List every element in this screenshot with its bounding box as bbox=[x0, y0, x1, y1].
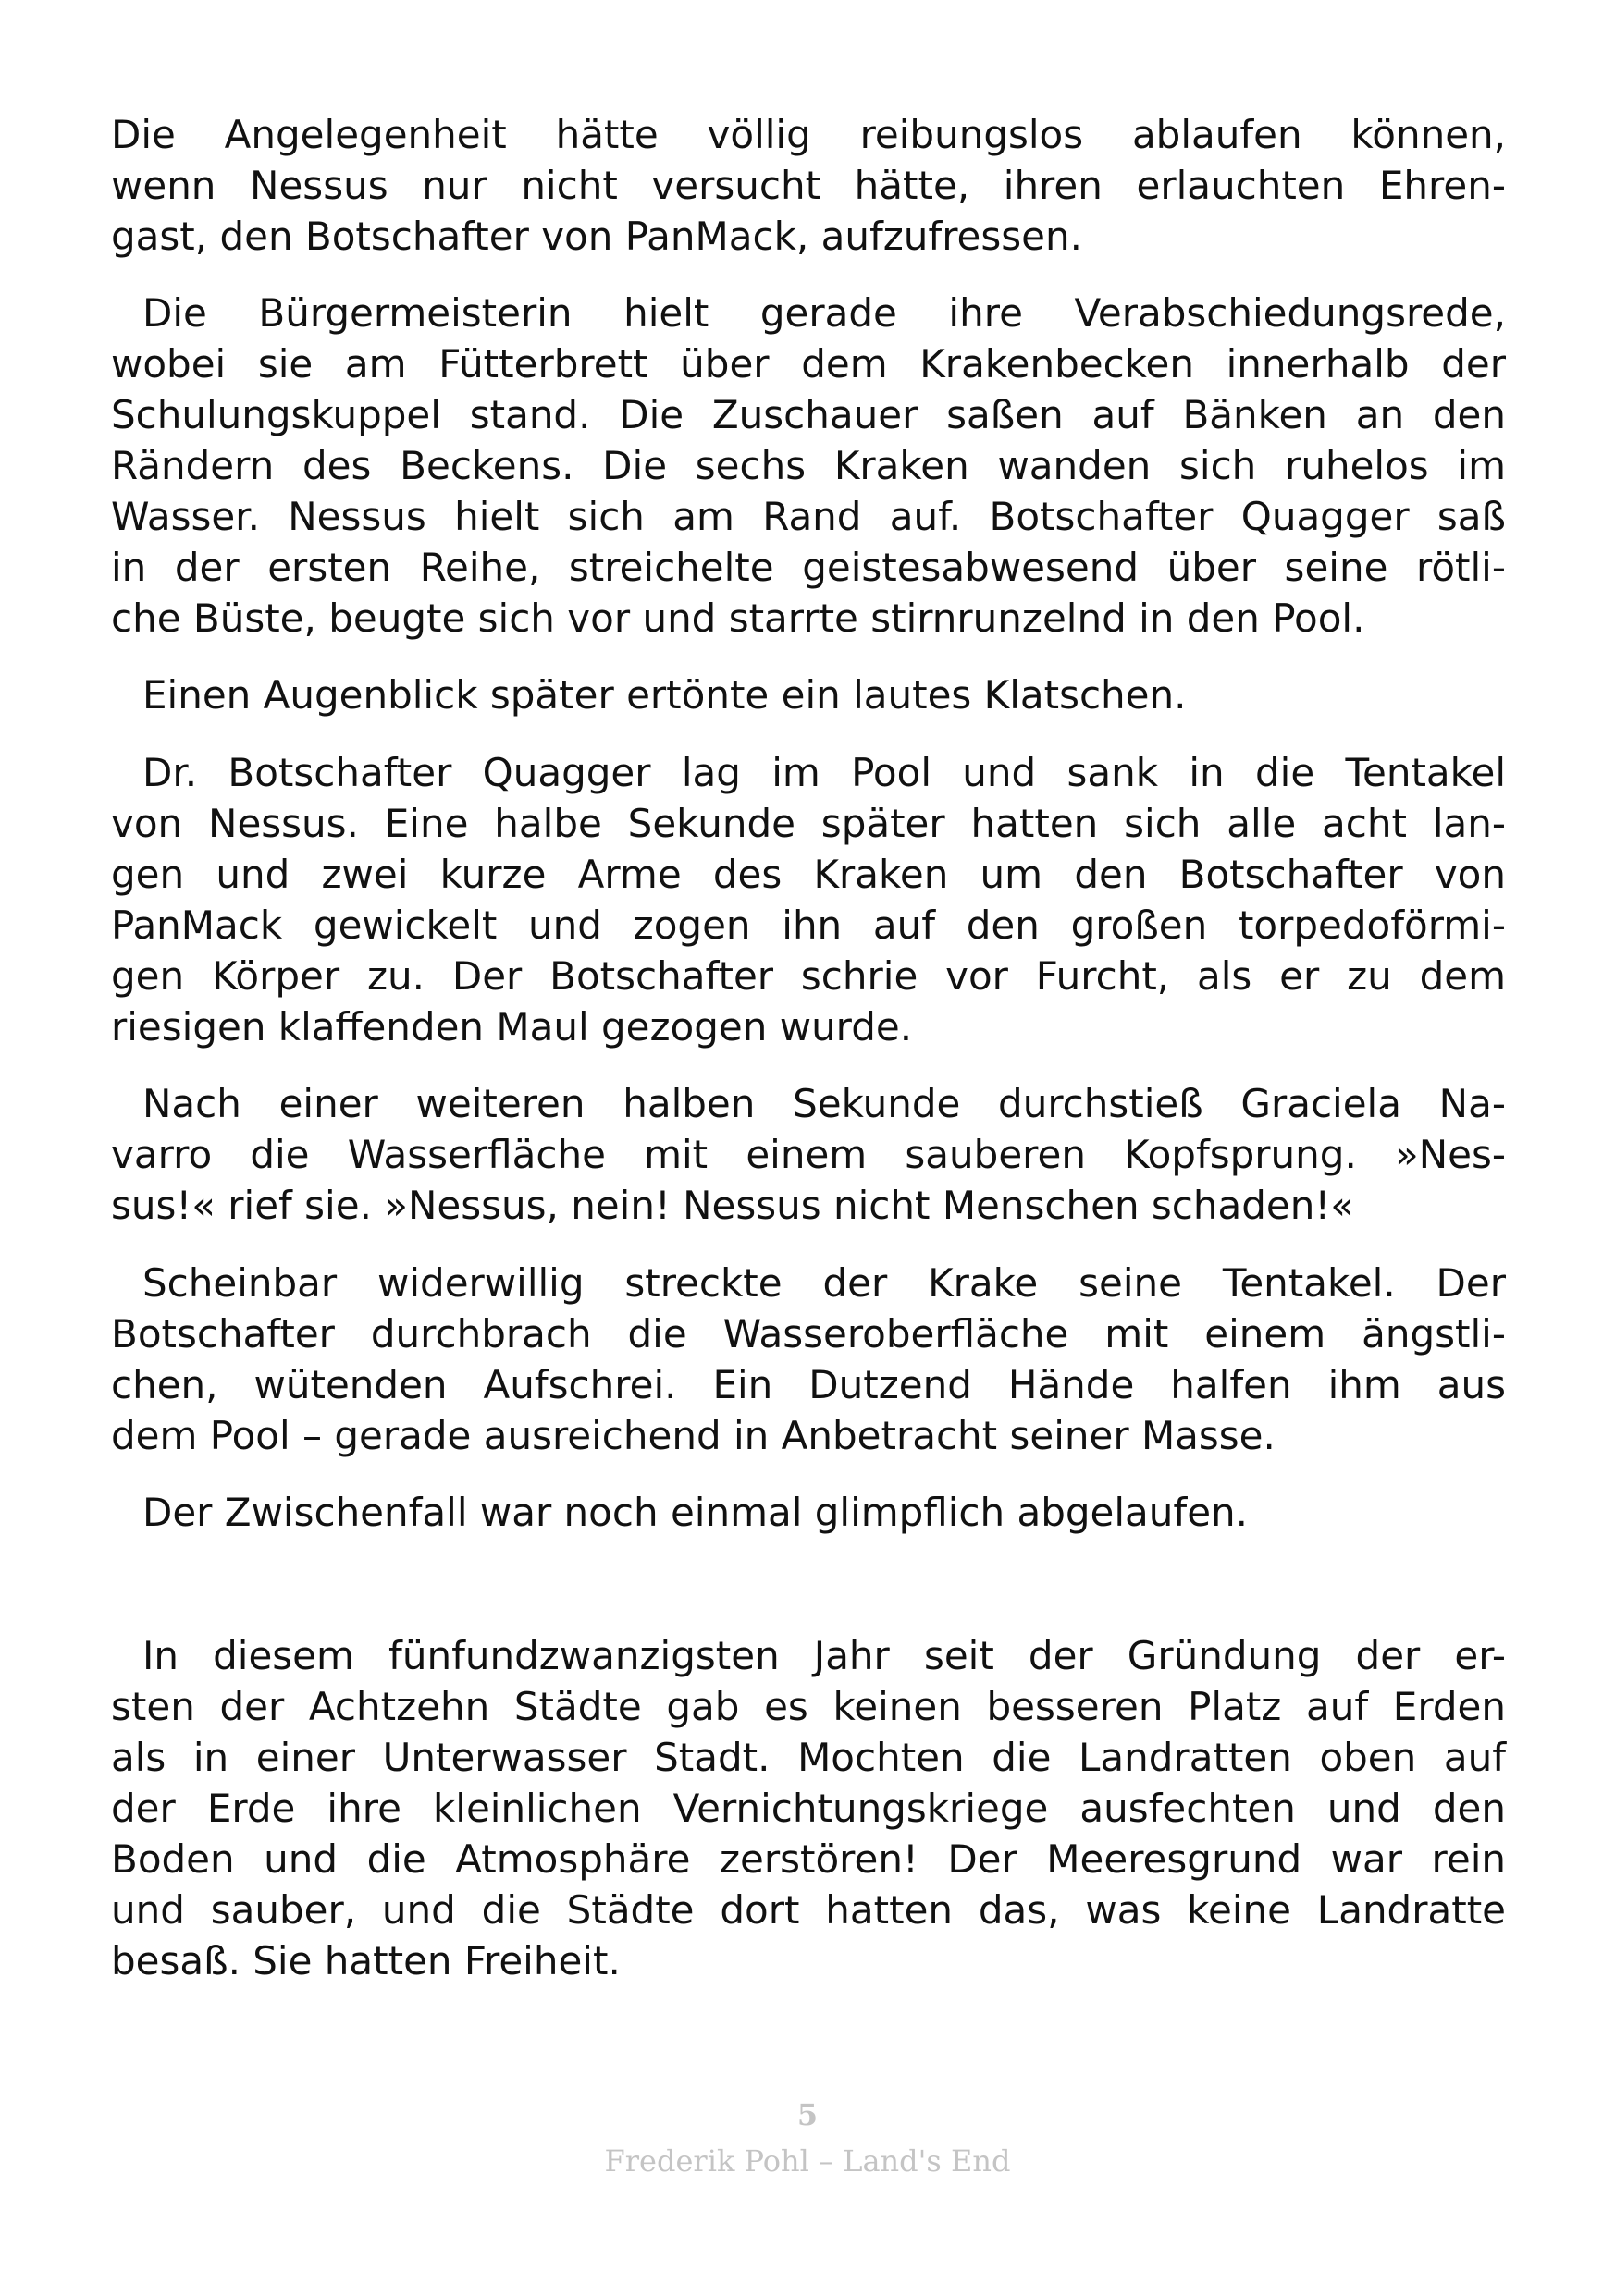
text-line: in der ersten Reihe, streichelte geistesabwesend über seine rötli- bbox=[111, 545, 1506, 590]
paragraph-2 bbox=[111, 288, 1506, 644]
paragraph-1 bbox=[111, 109, 1506, 262]
text-line: als in einer Unterwasser Stadt. Mochten die Landratten oben auf bbox=[111, 1735, 1506, 1780]
text-line: gast, den Botschafter von PanMack, aufzufressen. bbox=[111, 214, 1082, 259]
paragraph-3 bbox=[111, 669, 1506, 720]
text-line: che Büste, beugte sich vor und starrte stirnrunzelnd in den Pool. bbox=[111, 595, 1365, 641]
text-line: besaß. Sie hatten Freiheit. bbox=[111, 1938, 621, 1983]
text-line: Die Angelegenheit hätte völlig reibungslos ablaufen können, bbox=[111, 112, 1506, 157]
text-line: Schulungskuppel stand. Die Zuschauer saßen auf Bänken an den bbox=[111, 392, 1506, 437]
footer-title: Frederik Pohl – Land's End bbox=[604, 2143, 1011, 2179]
text-line: Einen Augenblick später ertönte ein lautes Klatschen. bbox=[142, 672, 1187, 718]
paragraph-4 bbox=[111, 747, 1506, 1052]
text-line: Scheinbar widerwillig streckte der Krake seine Tentakel. Der bbox=[142, 1260, 1506, 1306]
text-line: gen und zwei kurze Arme des Kraken um den Botschafter von bbox=[111, 852, 1506, 897]
text-line: Die Bürgermeisterin hielt gerade ihre Verabschiedungsrede, bbox=[142, 290, 1506, 336]
text-line: chen, wütenden Aufschrei. Ein Dutzend Hände halfen ihm aus bbox=[111, 1362, 1506, 1407]
paragraph-6 bbox=[111, 1258, 1506, 1461]
text-line: Der Zwischenfall war noch einmal glimpflich abgelaufen. bbox=[142, 1490, 1249, 1535]
text-line: und sauber, und die Städte dort hatten das, was keine Landratte bbox=[111, 1887, 1506, 1933]
text-line: sus!« rief sie. »Nessus, nein! Nessus nicht Menschen schaden!« bbox=[111, 1183, 1354, 1228]
text-line: wobei sie am Fütterbrett über dem Krakenbecken innerhalb der bbox=[111, 341, 1506, 387]
text-line: Boden und die Atmosphäre zerstören! Der Meeresgrund war rein bbox=[111, 1836, 1506, 1882]
text-line: In diesem fünfundzwanzigsten Jahr seit der Gründung der er- bbox=[142, 1633, 1506, 1678]
text-line: Nach einer weiteren halben Sekunde durchstieß Graciela Na- bbox=[142, 1081, 1506, 1126]
text-line: riesigen klaffenden Maul gezogen wurde. bbox=[111, 1004, 913, 1050]
paragraph-7 bbox=[111, 1487, 1506, 1538]
paragraph-8 bbox=[111, 1630, 1506, 1986]
text-line: dem Pool – gerade ausreichend in Anbetracht seiner Masse. bbox=[111, 1413, 1276, 1458]
text-line: der Erde ihre kleinlichen Vernichtungskriege ausfechten und den bbox=[111, 1786, 1506, 1831]
text-line: Wasser. Nessus hielt sich am Rand auf. Botschafter Quagger saß bbox=[111, 494, 1506, 539]
text-line: varro die Wasserfläche mit einem sauberen Kopfsprung. »Nes- bbox=[111, 1132, 1506, 1177]
text-line: von Nessus. Eine halbe Sekunde später hatten sich alle acht lan- bbox=[111, 801, 1506, 846]
text-line: PanMack gewickelt und zogen ihn auf den großen torpedoförmi- bbox=[111, 902, 1506, 948]
text-line: Botschafter durchbrach die Wasseroberfläche mit einem ängstli- bbox=[111, 1311, 1506, 1357]
paragraph-5 bbox=[111, 1078, 1506, 1231]
text-line: gen Körper zu. Der Botschafter schrie vor Furcht, als er zu dem bbox=[111, 953, 1506, 999]
text-line: Dr. Botschafter Quagger lag im Pool und sank in die Tentakel bbox=[142, 750, 1506, 795]
text-line: Rändern des Beckens. Die sechs Kraken wanden sich ruhelos im bbox=[111, 443, 1506, 488]
text-line: wenn Nessus nur nicht versucht hätte, ihren erlauchten Ehren- bbox=[111, 163, 1506, 208]
text-line: sten der Achtzehn Städte gab es keinen besseren Platz auf Erden bbox=[111, 1684, 1506, 1729]
page-number: 5 bbox=[796, 2097, 819, 2132]
